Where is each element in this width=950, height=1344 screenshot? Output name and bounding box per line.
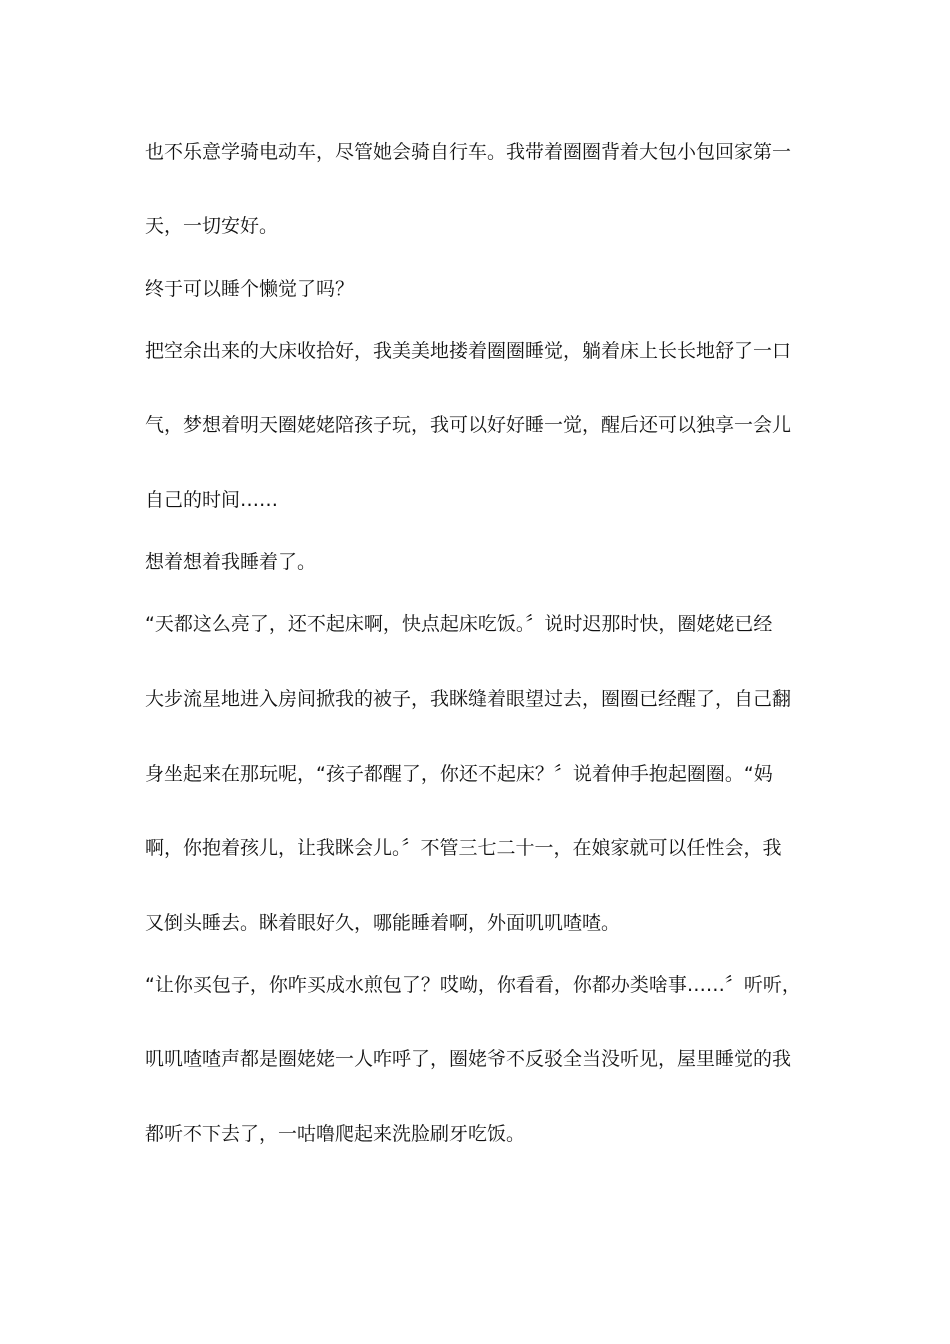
text-line: 气，梦想着明天圈姥姥陪孩子玩，我可以好好睡一觉，醒后还可以独享一会儿 [145,414,792,436]
text-line: 终于可以睡个懒觉了吗？ [145,278,355,300]
text-line: 又倒头睡去。眯着眼好久，哪能睡着啊，外面叽叽喳喳。 [145,912,621,934]
text-line: 大步流星地进入房间掀我的被子，我眯缝着眼望过去，圈圈已经醒了，自己翻 [145,688,792,710]
text-line: 叽叽喳喳声都是圈姥姥一人咋呼了，圈姥爷不反驳全当没听见，屋里睡觉的我 [145,1048,792,1070]
text-line: 把空余出来的大床收拾好，我美美地搂着圈圈睡觉，躺着床上长长地舒了一口 [145,340,792,362]
text-line: 自己的时间…… [145,489,279,511]
text-line: “天都这么亮了，还不起床啊，快点起床吃饭。〞说时迟那时快，圈姥姥已经 [145,613,773,635]
text-line: 也不乐意学骑电动车，尽管她会骑自行车。我带着圈圈背着大包小包回家第一 [145,141,792,163]
text-line: 啊，你抱着孩儿，让我眯会儿。〞不管三七二十一，在娘家就可以任性会，我 [145,837,782,859]
text-line: 都听不下去了，一咕噜爬起来洗脸刷牙吃饭。 [145,1123,526,1145]
text-line: “让你买包子，你咋买成水煎包了？哎呦，你看看，你都办类啥事……〞听听， [145,974,801,996]
text-line: 想着想着我睡着了。 [145,551,317,573]
text-line: 天，一切安好。 [145,215,279,237]
text-line: 身坐起来在那玩呢，“孩子都醒了，你还不起床？〞说着伸手抱起圈圈。“妈 [145,763,773,785]
